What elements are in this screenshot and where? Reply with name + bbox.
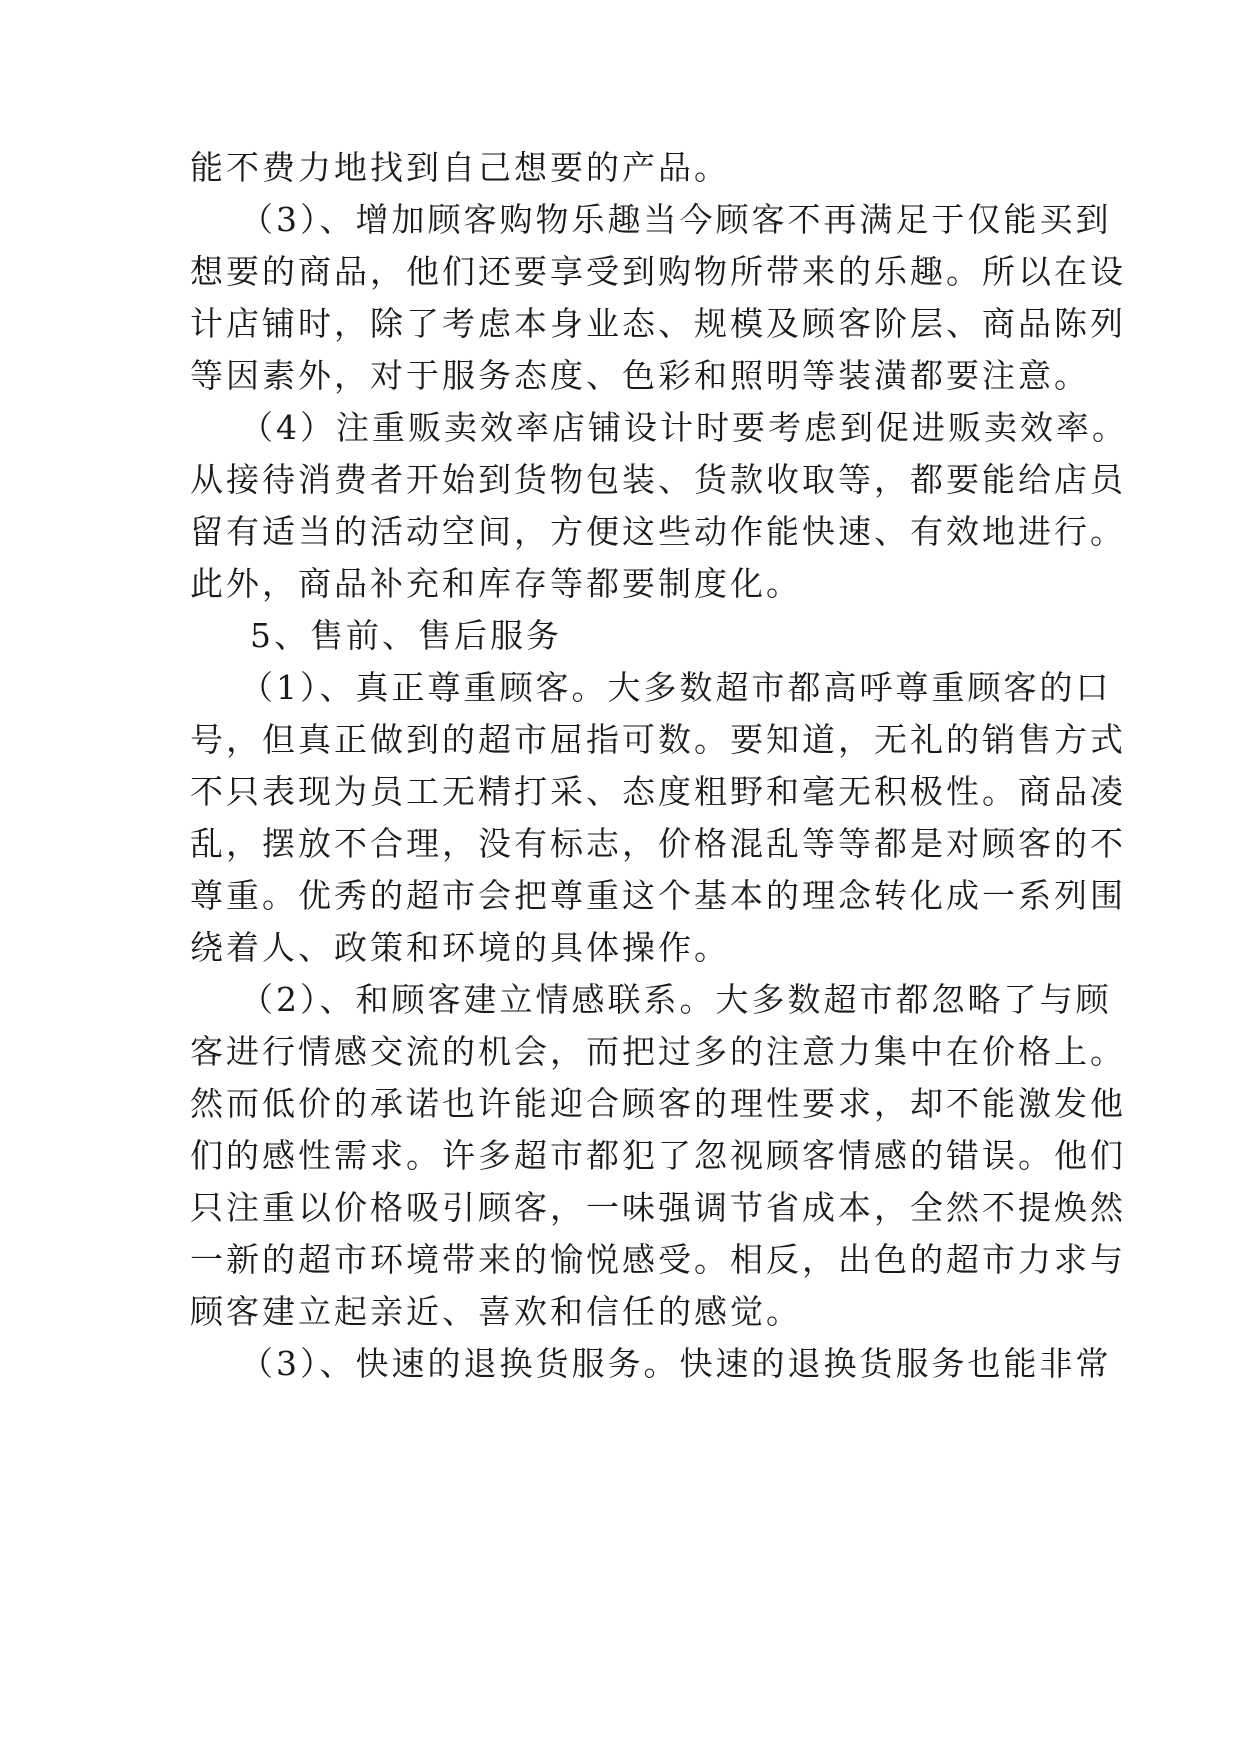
text-line: 留有适当的活动空间，方便这些动作能快速、有效地进行。: [190, 512, 1126, 551]
text-line: 乱，摆放不合理，没有标志，价格混乱等等都是对顾客的不: [190, 824, 1126, 863]
text-line: 绕着人、政策和环境的具体操作。: [190, 928, 730, 967]
text-line: 然而低价的承诺也许能迎合顾客的理性要求，却不能激发他: [190, 1084, 1126, 1123]
paragraph-start-line: （3）、增加顾客购物乐趣当今顾客不再满足于仅能买到: [240, 200, 1112, 239]
text-line: 尊重。优秀的超市会把尊重这个基本的理念转化成一系列围: [190, 876, 1126, 915]
text-line: 顾客建立起亲近、喜欢和信任的感觉。: [190, 1292, 802, 1331]
text-line: 只注重以价格吸引顾客，一味强调节省成本，全然不提焕然: [190, 1188, 1126, 1227]
text-line: 等因素外，对于服务态度、色彩和照明等装潢都要注意。: [190, 356, 1090, 395]
paragraph-start-line: （3）、快速的退换货服务。快速的退换货服务也能非常: [240, 1344, 1112, 1383]
paragraph-start-line: （1）、真正尊重顾客。大多数超市都高呼尊重顾客的口: [240, 668, 1112, 707]
text-line: 们的感性需求。许多超市都犯了忽视顾客情感的错误。他们: [190, 1136, 1126, 1175]
text-line: 想要的商品，他们还要享受到购物所带来的乐趣。所以在设: [190, 252, 1126, 291]
text-line: 号，但真正做到的超市屈指可数。要知道，无礼的销售方式: [190, 720, 1126, 759]
text-line: 计店铺时，除了考虑本身业态、规模及顾客阶层、商品陈列: [190, 304, 1126, 343]
text-line: 一新的超市环境带来的愉悦感受。相反，出色的超市力求与: [190, 1240, 1126, 1279]
text-line: 能不费力地找到自己想要的产品。: [190, 148, 730, 187]
paragraph-start-line: （2）、和顾客建立情感联系。大多数超市都忽略了与顾: [240, 980, 1112, 1019]
text-line: 从接待消费者开始到货物包装、货款收取等，都要能给店员: [190, 460, 1126, 499]
paragraph-start-line: （4）注重贩卖效率店铺设计时要考虑到促进贩卖效率。: [240, 408, 1128, 447]
text-line: 不只表现为员工无精打采、态度粗野和毫无积极性。商品凌: [190, 772, 1126, 811]
text-line: 此外，商品补充和库存等都要制度化。: [190, 564, 802, 603]
section-heading: 5、售前、售后服务: [250, 616, 562, 655]
text-line: 客进行情感交流的机会，而把过多的注意力集中在价格上。: [190, 1032, 1126, 1071]
